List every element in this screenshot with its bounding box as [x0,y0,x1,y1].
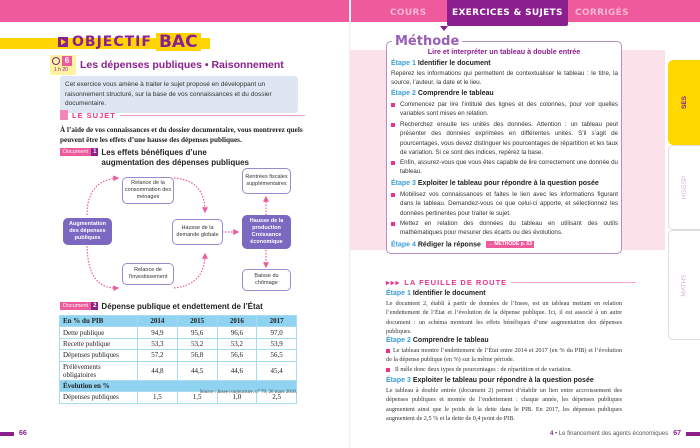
table-row [60,327,297,338]
table-cell: 2,5 [257,392,297,403]
method-step1-heading [391,60,491,67]
section-tabs [350,0,700,22]
document2-header [60,302,263,312]
side-tab-label: SES [680,95,688,110]
step-label: Étape 2 [391,90,416,97]
table-source: Source : Insee conjoncture, n° 79, 26 mars 2018. [199,390,297,395]
table-header-row [60,316,297,327]
step-title: Comprendre le tableau [417,90,494,97]
subject-text: À l’aide de vos connaissances et du dossier documentaire, vous montrerez quels peuvent être les effets d’une hausse des dépenses publiques. [60,126,303,144]
diagram-arrows [0,0,350,310]
table-header-cell: 2017 [257,316,297,327]
node-spending-increase: Augmentation des dépenses publiques [63,218,112,245]
step-label: Étape 1 [391,60,416,67]
step-label: Étape 3 [391,180,416,187]
side-tab-hggsp[interactable] [668,145,700,230]
table-cell: Recette publique [60,338,138,349]
table-cell: 56,6 [217,350,257,361]
table-cell: 94,9 [138,327,178,338]
page-number: 66 [19,430,27,437]
document-tag: Document [60,148,91,156]
step-label: Étape 1 [386,290,411,297]
method-page-link[interactable]: → MÉTHODE p. 63 [487,241,533,247]
tab-corriges[interactable]: CORRIGÉS [575,8,629,18]
table-cell: 56,5 [257,350,297,361]
step-title: Identifier le document [417,60,491,67]
method-step3-heading [391,180,599,187]
page-bar [0,432,14,436]
roadmap-label: LA FEUILLE DE ROUTE [404,278,508,287]
divider [511,282,636,283]
table-cell: 53,2 [177,338,217,349]
table-header-cell: En % du PIB [60,316,138,327]
roadmap-step1-text: Le document 2, établi à partir de données de l’Insee, est un tableau mettant en relation l’endettement de l’État et l’évolution de la dépense publique. Ici, il est associé à un autre document : un schéma montrant les effets bénéfiques d’une augmentation des dépenses publiques. [386,300,622,335]
table-cell: 97,0 [257,327,297,338]
roadmap-bullet: Il mêle donc deux types de pourcentages : de répartition et de variation. [386,365,622,374]
table-cell: 1,5 [138,392,178,403]
table-cell: 44,5 [177,361,217,380]
page-number: 67 [673,430,681,437]
side-tab-ses[interactable] [668,60,700,145]
node-consumption: Relance de la consommation des ménages [122,177,174,204]
table-cell: Dépenses publiques [60,350,138,361]
step-title: Exploiter le tableau pour répondre à la question posée [412,377,594,384]
chapter-number: 4 [550,430,554,437]
step-title: Exploiter le tableau pour répondre à la question posée [417,180,599,187]
table-row [60,350,297,361]
method-bullet: Recherchez ensuite les unités des données. Attention : un tableau peut présenter des données exprimées en différentes unités. S’il s’agit de pourcentages, vous devez distinguer les pourcentages de répartition et les taux de variation. Si ce sont des indices, repérez la base. [391,120,618,157]
method-title: Méthode [392,34,462,49]
step-title: Rédiger la réponse [417,241,481,249]
active-tab-pointer [440,26,448,31]
document1-title: Les effets bénéfiques d’une augmentation des dépenses publiques [101,148,250,167]
subject-label: LE SUJET [72,110,116,120]
table-subheader: Évolution en % [60,380,297,391]
method-bullet: Commencez par lire l’intitulé des lignes et des colonnes, pour voir quelles variables sont mises en relation. [391,100,618,119]
step-title: Identifier le document [412,290,486,297]
node-investment: Relance de l’investissement [122,263,174,285]
method-step4-heading [391,241,534,248]
table-cell: Dette publique [60,327,138,338]
side-tab-label: HGGSP [680,175,688,200]
table-cell: 96,6 [217,327,257,338]
chapter-reference: 4 • Le financement des agents économiques [550,430,669,437]
method-bullet: Enfin, assurez-vous que vous êtes capable de lire correctement une donnée du tableau. [391,158,618,177]
side-tab-label: MATHS [681,273,688,297]
triple-arrow-icon: ▸▸▸ [386,278,401,287]
chapter-title: Le financement des agents économiques [558,430,669,437]
step-label: Étape 3 [386,377,411,384]
step-label: Étape 2 [386,337,411,344]
step-label: Étape 4 [391,241,416,249]
table-cell: 57,2 [138,350,178,361]
method-bullet: Mettez en relation des données du tableau en utilisant des outils mathématiques pour mesurer des écarts ou des évolutions. [391,219,618,238]
roadmap-header [386,278,636,287]
roadmap-step3-heading [386,377,594,384]
node-tax-revenue: Rentrées fiscales supplémentaires [242,168,291,194]
side-tab-maths[interactable] [668,230,700,340]
document-number: 2 [93,303,97,309]
exercise-number: 6 [62,56,72,66]
table-cell: 53,9 [257,338,297,349]
roadmap-step1-heading [386,290,486,297]
table-cell: Dépenses publiques [60,392,138,403]
node-production: Hausse de la production Croissance économique [242,215,291,249]
table-row [60,338,297,349]
method-step2-heading [391,90,494,97]
table-cell: 1,5 [177,392,217,403]
table-cell: 53,3 [138,338,178,349]
page-bar [686,432,700,436]
document2-title: Dépense publique et endettement de l’État [101,302,263,311]
left-page-footer [0,430,27,437]
exercise-intro: Cet exercice vous amène à traiter le sujet proposé en développant un raisonnement structuré, sur la base de vos connaissances et du dossier documentaire. [60,76,298,113]
step-title: Comprendre le tableau [412,337,489,344]
right-page-footer [550,430,700,437]
document-tag: Document [60,302,91,310]
table-cell: 44,6 [217,361,257,380]
method-subtitle: Lire et interpréter un tableau à double entrée [427,47,581,56]
table-cell: 44,8 [138,361,178,380]
table-cell: Prélèvements obligatoires [60,361,138,380]
method-step1-text: Repérez les informations qui permettent de contextualiser le tableau : le titre, la source, l’auteur, la date et le lieu. [391,70,618,87]
roadmap-step2-heading [386,337,489,344]
table-cell: 1,0 [217,392,257,403]
node-unemployment: Baisse du chômage [242,269,291,291]
objectif-label: OBJECTIF [72,34,152,50]
table-cell: 95,6 [177,327,217,338]
table-cell: 56,8 [177,350,217,361]
roadmap-bullet: Le tableau montre l’endettement de l’État entre 2014 et 2017 (en % du PIB) et l’évolution de la dépense publique (en %) sur la même période. [386,347,622,364]
node-demand: Hausse de la demande globale [172,219,223,245]
table-header-cell: 2016 [217,316,257,327]
exercise-duration: 1 h 20 [54,67,68,73]
tab-exercices-sujets[interactable]: EXERCICES & SUJETS [447,0,568,26]
table-row [60,361,297,380]
table-cell: 45,4 [257,361,297,380]
document-number: 1 [93,149,97,155]
method-bullet: Mobilisez vos connaissances et faites le lien avec les informations figurant dans le tableau. Demandez-vous ce que celui-ci apporte, et sélectionnez les données pertinentes pour traiter le sujet. [391,190,618,218]
tab-cours[interactable]: COURS [390,8,427,18]
table-cell: 53,2 [217,338,257,349]
bac-label: BAC [156,33,201,51]
table-header-cell: 2014 [138,316,178,327]
table-header-cell: 2015 [177,316,217,327]
exercise-title: Les dépenses publiques • Raisonnement [80,59,284,71]
roadmap-step3-text: Le tableau à double entrée (document 2) permet d’établir un lien entre accroissement des dépenses publiques et montée de l’endettement : chaque année, les dépenses publiques augmentent ainsi que le poids de la dette dans le PIB. En 2017, les dépenses publiques augmentent de 2,5 % et la dette de 0,4 point de PIB. [386,387,622,422]
